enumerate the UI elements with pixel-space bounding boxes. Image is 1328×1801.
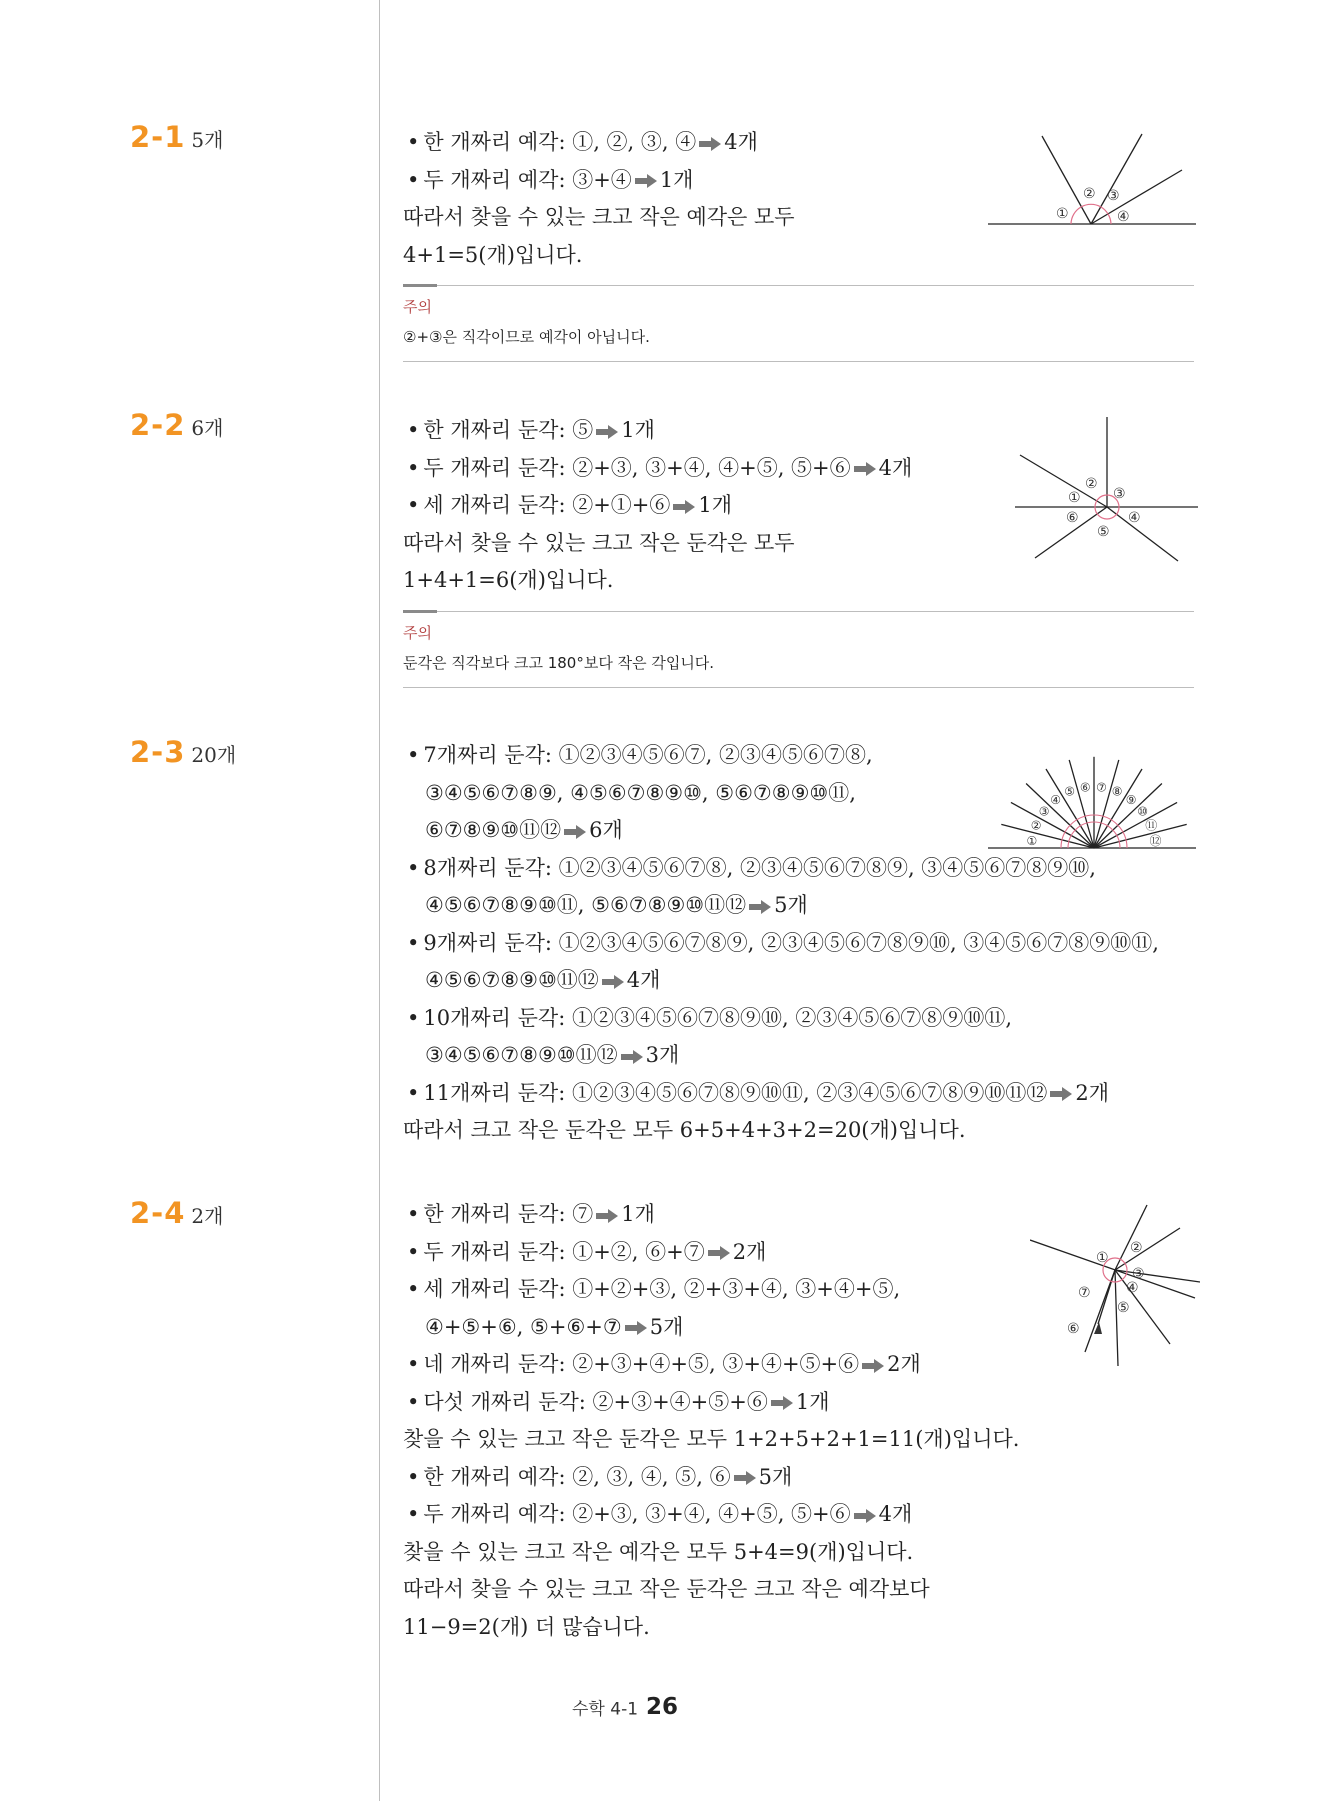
arrow-icon (771, 1396, 793, 1410)
solution-line: • 다섯 개짜리 둔각: ②+③+④+⑤+⑥ 1개 (403, 1384, 1019, 1422)
solution-line: ④⑤⑥⑦⑧⑨⑩⑪⑫ 4개 (425, 968, 661, 992)
problem-number: 2-3 (130, 735, 186, 769)
arrow-icon (854, 462, 876, 476)
angle-label: ① (1068, 490, 1081, 506)
angle-label: ③ (1038, 804, 1050, 819)
angle-label: ④ (1126, 1280, 1139, 1296)
problem-2-2-solution (403, 412, 912, 600)
page-divider (379, 0, 380, 1801)
solution-line: • 네 개짜리 둔각: ②+③+④+⑤, ③+④+⑤+⑥ 2개 (403, 1346, 1019, 1384)
solution-line: • 10개짜리 둔각: ①②③④⑤⑥⑦⑧⑨⑩, ②③④⑤⑥⑦⑧⑨⑩⑪, (403, 1000, 1159, 1038)
angle-label: ⑨ (1125, 792, 1137, 807)
arrow-icon (708, 1246, 730, 1260)
angle-label: ③ (1113, 486, 1126, 502)
solution-line: • 한 개짜리 둔각: ⑦ 1개 (403, 1196, 1019, 1234)
angle-label: ④ (1128, 510, 1141, 526)
solution-line: • 7개짜리 둔각: ①②③④⑤⑥⑦, ②③④⑤⑥⑦⑧, (403, 737, 1159, 775)
solution-line: 4+1=5(개)입니다. (403, 242, 583, 267)
arrow-icon (625, 1321, 647, 1335)
angle-label: ② (1085, 476, 1098, 492)
problem-answer: 6개 (191, 416, 224, 440)
problem-number: 2-4 (130, 1196, 186, 1230)
page-number: 26 (646, 1694, 679, 1720)
arrow-icon (1050, 1087, 1072, 1101)
problem-2-1-solution (403, 124, 795, 274)
angle-label: ⑪ (1145, 818, 1158, 833)
angle-label: ① (1096, 1250, 1109, 1266)
solution-line: • 두 개짜리 예각: ②+③, ③+④, ④+⑤, ⑤+⑥ 4개 (403, 1496, 1019, 1534)
solution-line: ③④⑤⑥⑦⑧⑨⑩⑪⑫ 3개 (425, 1043, 680, 1067)
solution-line: 따라서 찾을 수 있는 크고 작은 예각은 모두 (403, 205, 795, 229)
angle-label: ⑥ (1067, 1321, 1080, 1337)
solution-line: • 8개짜리 둔각: ①②③④⑤⑥⑦⑧, ②③④⑤⑥⑦⑧⑨, ③④⑤⑥⑦⑧⑨⑩, (403, 850, 1159, 888)
arrow-icon (596, 1209, 618, 1223)
solution-line: ④+⑤+⑥, ⑤+⑥+⑦ 5개 (425, 1314, 684, 1339)
solution-line: 찾을 수 있는 크고 작은 예각은 모두 5+4=9(개)입니다. (403, 1539, 914, 1564)
obtuse-angle-figure-2-2 (1015, 415, 1200, 565)
angle-figure-2-4 (1030, 1202, 1200, 1370)
solution-line: • 11개짜리 둔각: ①②③④⑤⑥⑦⑧⑨⑩⑪, ②③④⑤⑥⑦⑧⑨⑩⑪⑫ 2개 (403, 1075, 1159, 1113)
solution-line: 따라서 크고 작은 둔각은 모두 6+5+4+3+2=20(개)입니다. (403, 1118, 966, 1142)
footer-subject: 수학 4-1 (572, 1699, 639, 1720)
angle-label: ③ (1107, 188, 1120, 204)
note-text: ②+③은 직각이므로 예각이 아닙니다. (403, 328, 650, 346)
angle-label: ① (1026, 833, 1038, 848)
arrow-icon (854, 1509, 876, 1523)
caution-note-2-2 (403, 611, 1194, 688)
arrow-icon (564, 825, 586, 839)
note-bar (403, 610, 437, 613)
angle-label: ④ (1117, 209, 1130, 225)
note-title: 주의 (403, 298, 432, 316)
arrow-icon (635, 174, 657, 188)
solution-line: 따라서 찾을 수 있는 크고 작은 둔각은 모두 (403, 530, 795, 555)
arrow-icon (596, 425, 618, 439)
angle-label: ⑦ (1078, 1285, 1091, 1301)
problem-answer: 20개 (191, 743, 237, 767)
solution-line: 1+4+1=6(개)입니다. (403, 568, 614, 592)
arrow-icon (602, 975, 624, 989)
fan-angle-figure-2-3 (986, 752, 1198, 850)
page-footer (572, 1694, 678, 1720)
acute-angle-figure-2-1 (986, 128, 1198, 232)
arrow-icon (621, 1050, 643, 1064)
problem-2-2-label (130, 408, 223, 442)
note-text: 둔각은 직각보다 크고 180°보다 작은 각입니다. (403, 654, 715, 672)
note-title: 주의 (403, 624, 432, 642)
angle-label: ② (1130, 1240, 1143, 1256)
problem-answer: 2개 (191, 1204, 224, 1228)
angle-label: ⑥ (1079, 780, 1091, 795)
problem-2-1-label (130, 120, 223, 154)
arrow-icon (862, 1359, 884, 1373)
solution-line: • 한 개짜리 둔각: ⑤ 1개 (403, 412, 912, 450)
angle-label: ② (1083, 186, 1096, 202)
problem-2-3-label (130, 735, 236, 769)
note-bar (403, 284, 437, 287)
solution-line: • 세 개짜리 둔각: ①+②+③, ②+③+④, ③+④+⑤, (403, 1271, 1019, 1309)
solution-line: ⑥⑦⑧⑨⑩⑪⑫ 6개 (425, 818, 623, 842)
angle-label: ⑤ (1064, 784, 1076, 799)
solution-line: • 두 개짜리 둔각: ②+③, ③+④, ④+⑤, ⑤+⑥ 4개 (403, 450, 912, 488)
solution-line: ④⑤⑥⑦⑧⑨⑩⑪, ⑤⑥⑦⑧⑨⑩⑪⑫ 5개 (425, 893, 808, 917)
problem-number: 2-2 (130, 408, 186, 442)
solution-line: • 두 개짜리 예각: ③+④ 1개 (403, 162, 795, 200)
angle-label: ② (1030, 818, 1042, 833)
angle-label: ⑤ (1097, 524, 1110, 540)
solution-line: • 두 개짜리 둔각: ①+②, ⑥+⑦ 2개 (403, 1234, 1019, 1272)
angle-label: ③ (1132, 1266, 1145, 1282)
arrow-icon (673, 500, 695, 514)
solution-line: • 한 개짜리 예각: ②, ③, ④, ⑤, ⑥ 5개 (403, 1459, 1019, 1497)
angle-label: ⑫ (1149, 833, 1162, 848)
solution-line: ③④⑤⑥⑦⑧⑨, ④⑤⑥⑦⑧⑨⑩, ⑤⑥⑦⑧⑨⑩⑪, (425, 780, 856, 805)
solution-line: • 세 개짜리 둔각: ②+①+⑥ 1개 (403, 487, 912, 525)
arrow-icon (749, 900, 771, 914)
solution-line: • 한 개짜리 예각: ①, ②, ③, ④ 4개 (403, 124, 795, 162)
arrow-icon (734, 1471, 756, 1485)
angle-label: ⑧ (1111, 784, 1123, 799)
angle-label: ④ (1050, 792, 1062, 807)
arrow-icon (699, 137, 721, 151)
caution-note-2-1 (403, 285, 1194, 362)
problem-2-4-solution (403, 1196, 1019, 1646)
solution-line: • 9개짜리 둔각: ①②③④⑤⑥⑦⑧⑨, ②③④⑤⑥⑦⑧⑨⑩, ③④⑤⑥⑦⑧⑨⑩⑪, (403, 925, 1159, 963)
angle-label: ① (1056, 206, 1069, 222)
angle-label: ⑥ (1066, 510, 1079, 526)
angle-label: ⑤ (1117, 1300, 1130, 1316)
solution-line: 따라서 찾을 수 있는 크고 작은 둔각은 크고 작은 예각보다 (403, 1577, 930, 1601)
problem-2-4-label (130, 1196, 223, 1230)
problem-answer: 5개 (191, 128, 224, 152)
angle-label: ⑦ (1096, 780, 1107, 795)
angle-label: ⑩ (1137, 804, 1148, 819)
problem-number: 2-1 (130, 120, 186, 154)
solution-line: 11−9=2(개) 더 많습니다. (403, 1614, 650, 1639)
solution-line: 찾을 수 있는 크고 작은 둔각은 모두 1+2+5+2+1=11(개)입니다. (403, 1427, 1020, 1451)
